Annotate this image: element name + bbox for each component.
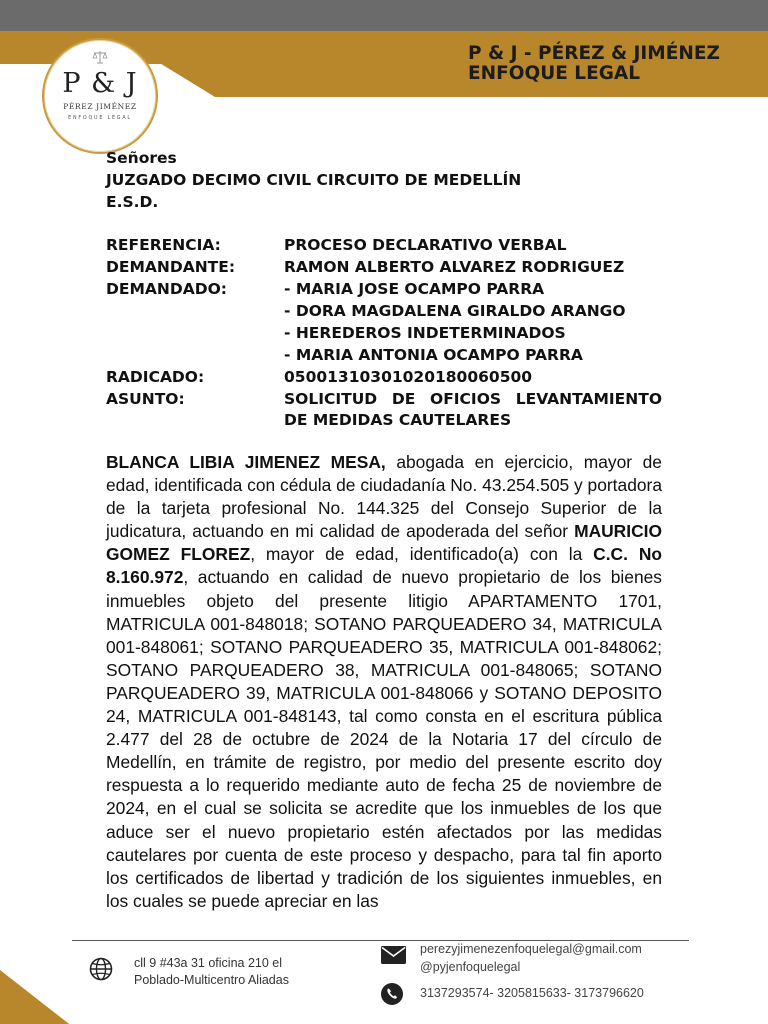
contact-social[interactable]: @pyjenfoquelegal bbox=[420, 960, 521, 974]
demandado-item: - HEREDEROS INDETERMINADOS bbox=[284, 324, 566, 342]
logo-name: PÉREZ JIMÉNEZ bbox=[63, 102, 137, 111]
header-gray-band bbox=[0, 0, 768, 31]
radicado-value: 05001310301020180060500 bbox=[284, 368, 533, 386]
demandado-item: - MARIA ANTONIA OCAMPO PARRA bbox=[284, 346, 583, 364]
referencia-label: REFERENCIA: bbox=[106, 236, 221, 254]
referencia-value: PROCESO DECLARATIVO VERBAL bbox=[284, 236, 567, 254]
scales-of-justice-icon bbox=[92, 50, 108, 64]
brand-line-2: ENFOQUE LEGAL bbox=[468, 63, 641, 84]
brand-title bbox=[468, 44, 768, 84]
demandado-item: - DORA MAGDALENA GIRALDO ARANGO bbox=[284, 302, 626, 320]
address-line-2: Poblado-Multicentro Aliadas bbox=[134, 973, 289, 987]
asunto-value: SOLICITUD DE OFICIOS LEVANTAMIENTO DE MEDIDAS CAUTELARES bbox=[284, 390, 662, 429]
office-address bbox=[134, 955, 334, 989]
logo-tagline: ENFOQUE LEGAL bbox=[68, 116, 132, 121]
body-text-3: , actuando en calidad de nuevo propietario de los bienes inmuebles objeto del presente litigio APARTAMENTO 1701, MATRICULA 001-848018; SOTANO PARQUEADERO 34, MATRICULA 001-848061; SOTANO PARQUEADERO 35, MATRICULA 001-848062; SOTANO PARQUEADERO 38, MATRICULA 001-848065; SOTANO PARQUEADERO 39, MATRICULA 001-848066 y SOTANO DEPOSITO 24, MATRICULA 001-848143, tal como consta en el escritura pública 2.477 del 28 de octubre de 2024 de la Notaria 17 del círculo de Medellín, en trámite de registro, por medio del presente escrito doy respuesta a lo requerido mediante auto de fecha 25 de noviembre de 2024, en el cual se solicita se acredite que los inmuebles de los que aduce ser el nuevo propietario estén afectados por las medidas cautelares por cuenta de este proceso y despacho, para tal fin aporto los certificados de libertad y tradición de los siguientes inmuebles, en los cuales se puede apreciar en las bbox=[106, 567, 662, 911]
body-paragraph bbox=[106, 451, 662, 913]
firm-logo bbox=[42, 38, 158, 154]
client-name: MAURICIO GOMEZ FLOREZ bbox=[106, 521, 662, 565]
addressee-court: JUZGADO DECIMO CIVIL CIRCUITO DE MEDELLÍN bbox=[106, 171, 522, 189]
lawyer-name: BLANCA LIBIA JIMENEZ MESA, bbox=[106, 452, 386, 472]
footer-divider bbox=[72, 940, 689, 941]
logo-monogram: P & J bbox=[62, 68, 138, 99]
demandante-value: RAMON ALBERTO ALVAREZ RODRIGUEZ bbox=[284, 258, 625, 276]
body-text-1: abogada en ejercicio, mayor de edad, identificada con cédula de ciudadanía No. 43.254.505 y portadora de la tarjeta profesional No. 144.325 del Consejo Superior de la judicatura, actuando en mi calidad de apoderada del señor bbox=[106, 452, 662, 542]
contact-email[interactable]: perezyjimenezenfoquelegal@gmail.com bbox=[420, 942, 642, 956]
body-text-2: , mayor de edad, identificado(a) con la bbox=[250, 544, 594, 565]
mail-icon bbox=[381, 946, 406, 964]
globe-icon bbox=[89, 957, 113, 981]
demandante-label: DEMANDANTE: bbox=[106, 258, 236, 276]
address-line-1: cll 9 #43a 31 oficina 210 el bbox=[134, 956, 283, 970]
client-id: C.C. No 8.160.972 bbox=[106, 544, 662, 588]
asunto-label: ASUNTO: bbox=[106, 390, 185, 408]
contact-phones[interactable]: 3137293574- 3205815633- 3173796620 bbox=[420, 986, 644, 1000]
brand-line-1: P & J - PÉREZ & JIMÉNEZ bbox=[468, 43, 720, 64]
addressee-line-1: Señores bbox=[106, 149, 177, 167]
phone-icon bbox=[381, 983, 403, 1005]
addressee-esd: E.S.D. bbox=[106, 193, 159, 211]
demandado-item: - MARIA JOSE OCAMPO PARRA bbox=[284, 280, 545, 298]
radicado-label: RADICADO: bbox=[106, 368, 205, 386]
demandado-label: DEMANDADO: bbox=[106, 280, 227, 298]
